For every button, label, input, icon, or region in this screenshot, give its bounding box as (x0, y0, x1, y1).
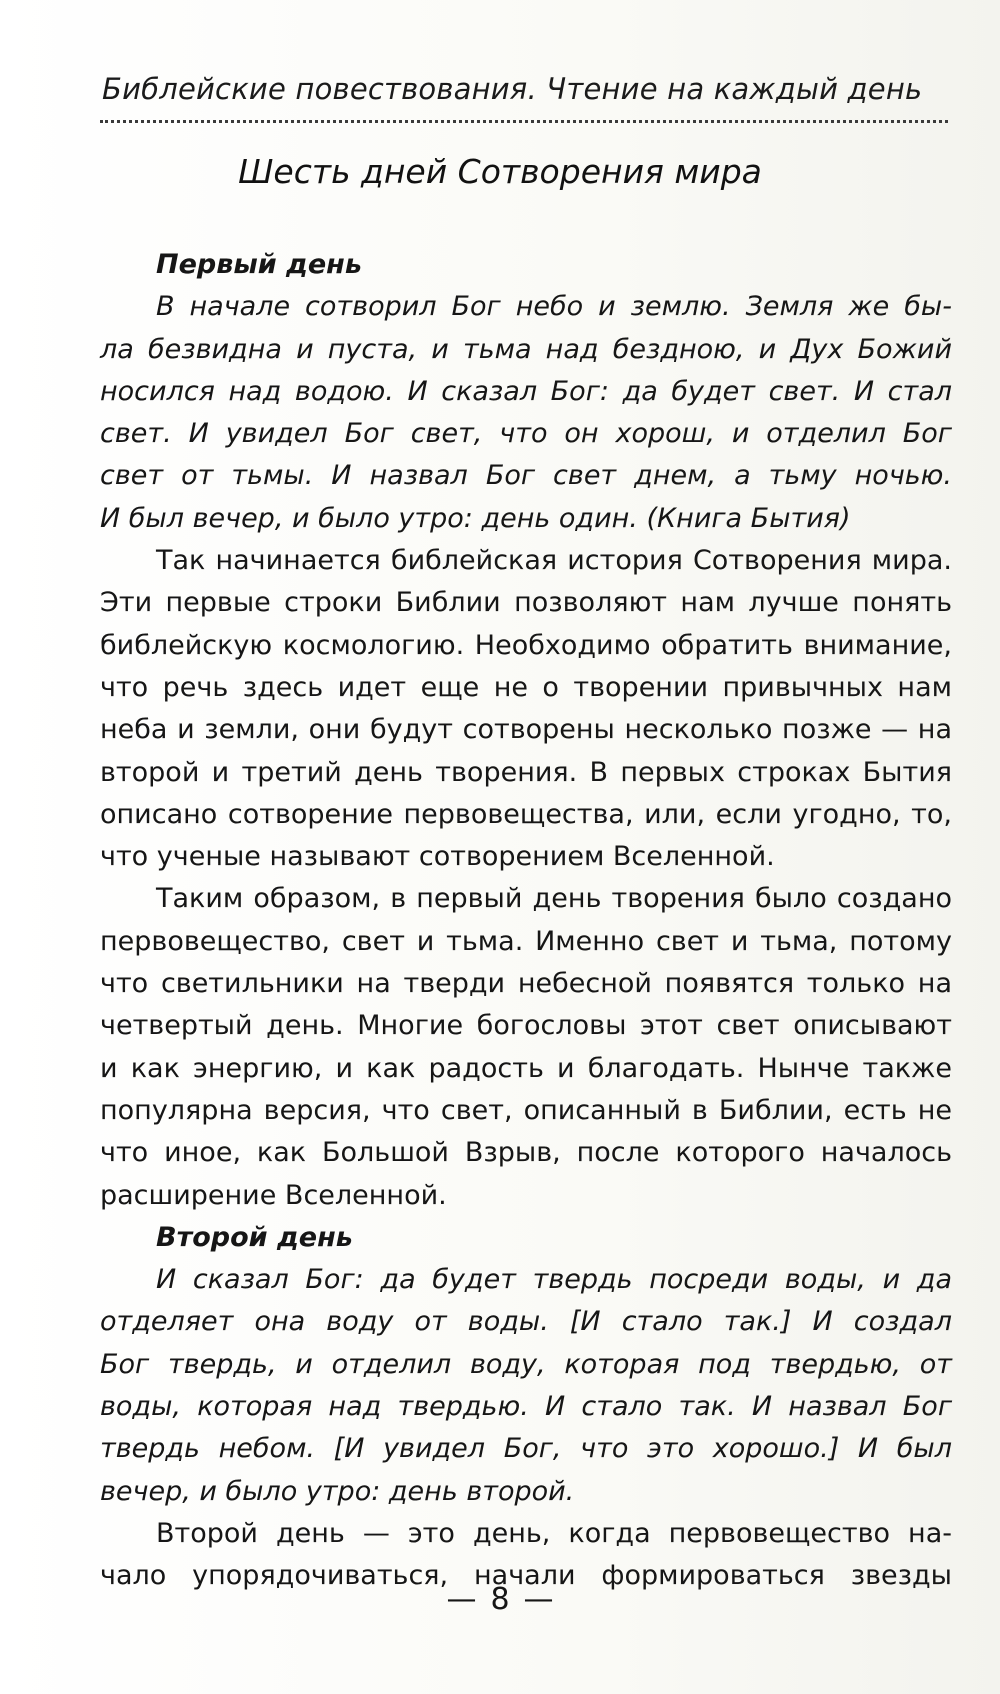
paragraph-day1-explanation (100, 878, 952, 1216)
quote-line: твердь небом. [И увидел Бог, что это хорошо.] И был (100, 1433, 952, 1465)
text-line: второй и третий день творения. В первых строках Бытия (100, 756, 952, 788)
text-line: описано сотворение первовещества, или, если угодно, то, (100, 798, 952, 830)
page-number-value: 8 (490, 1582, 510, 1617)
text-line: популярна версия, что свет, описанный в Библии, есть не (100, 1094, 952, 1126)
page-number-dash-left: — (446, 1582, 477, 1617)
text-line: чало упорядочиваться, начали формироваться звезды (100, 1560, 952, 1592)
quote-line: Бог твердь, и отделил воду, которая под твердью, от (100, 1348, 952, 1380)
text-line: и как энергию, и как радость и благодать. Нынче также (100, 1052, 952, 1084)
day-heading-first: Первый день (156, 249, 362, 280)
text-line: Эти первые строки Библии позволяют нам лучше понять (100, 587, 952, 619)
paragraph-day1-intro (100, 540, 952, 878)
quote-line: вечер, и было утро: день второй. (100, 1475, 575, 1507)
page-content (100, 244, 952, 1598)
text-line: что светильники на тверди небесной появятся только на (100, 968, 952, 1000)
quote-line: носился над водою. И сказал Бог: да будет свет. И стал (100, 375, 952, 407)
page-number-dash-right: — (523, 1582, 554, 1617)
text-line: что иное, как Большой Взрыв, после которого началось (100, 1137, 952, 1169)
text-line: Второй день — это день, когда первовещество на- (156, 1517, 952, 1549)
quote-line: отделяет она воду от воды. [И стало так.] И создал (100, 1306, 952, 1338)
quote-line: воды, которая над твердью. И стало так. И назвал Бог (100, 1391, 952, 1423)
running-head: Библейские повествования. Чтение на каждый день (102, 72, 923, 106)
text-line: расширение Вселенной. (100, 1179, 447, 1211)
quote-line: свет от тьмы. И назвал Бог свет днем, а тьму ночью. (100, 460, 952, 492)
quote-line: свет. И увидел Бог свет, что он хорош, и отделил Бог (100, 418, 952, 450)
quote-line: В начале сотворил Бог небо и землю. Земля же бы- (156, 291, 952, 323)
text-line: первовещество, свет и тьма. Именно свет и тьма, потому (100, 925, 952, 957)
scripture-quote-day1 (100, 286, 952, 540)
text-line: неба и земли, они будут сотворены несколько позже — на (100, 714, 952, 746)
text-line: что речь здесь идет еще не о творении привычных нам (100, 671, 952, 703)
text-line: четвертый день. Многие богословы этот свет описывают (100, 1010, 952, 1042)
day-heading-second: Второй день (156, 1221, 353, 1253)
text-line: библейскую космологию. Необходимо обратить внимание, (100, 629, 952, 661)
quote-line: ла безвидна и пуста, и тьма над бездною, и Дух Божий (100, 333, 952, 365)
text-line: Таким образом, в первый день творения было создано (156, 883, 952, 915)
quote-line: И был вечер, и было утро: день один. (Книга Бытия) (100, 502, 851, 534)
header-dotted-rule (100, 120, 948, 123)
text-line: Так начинается библейская история Сотворения мира. (156, 545, 952, 577)
chapter-title: Шесть дней Сотворения мира (238, 152, 762, 191)
scripture-quote-day2 (100, 1259, 952, 1513)
text-line: что ученые называют сотворением Вселенной. (100, 841, 775, 873)
quote-line: И сказал Бог: да будет твердь посреди воды, и да (156, 1264, 952, 1296)
page-number (0, 1582, 1000, 1617)
